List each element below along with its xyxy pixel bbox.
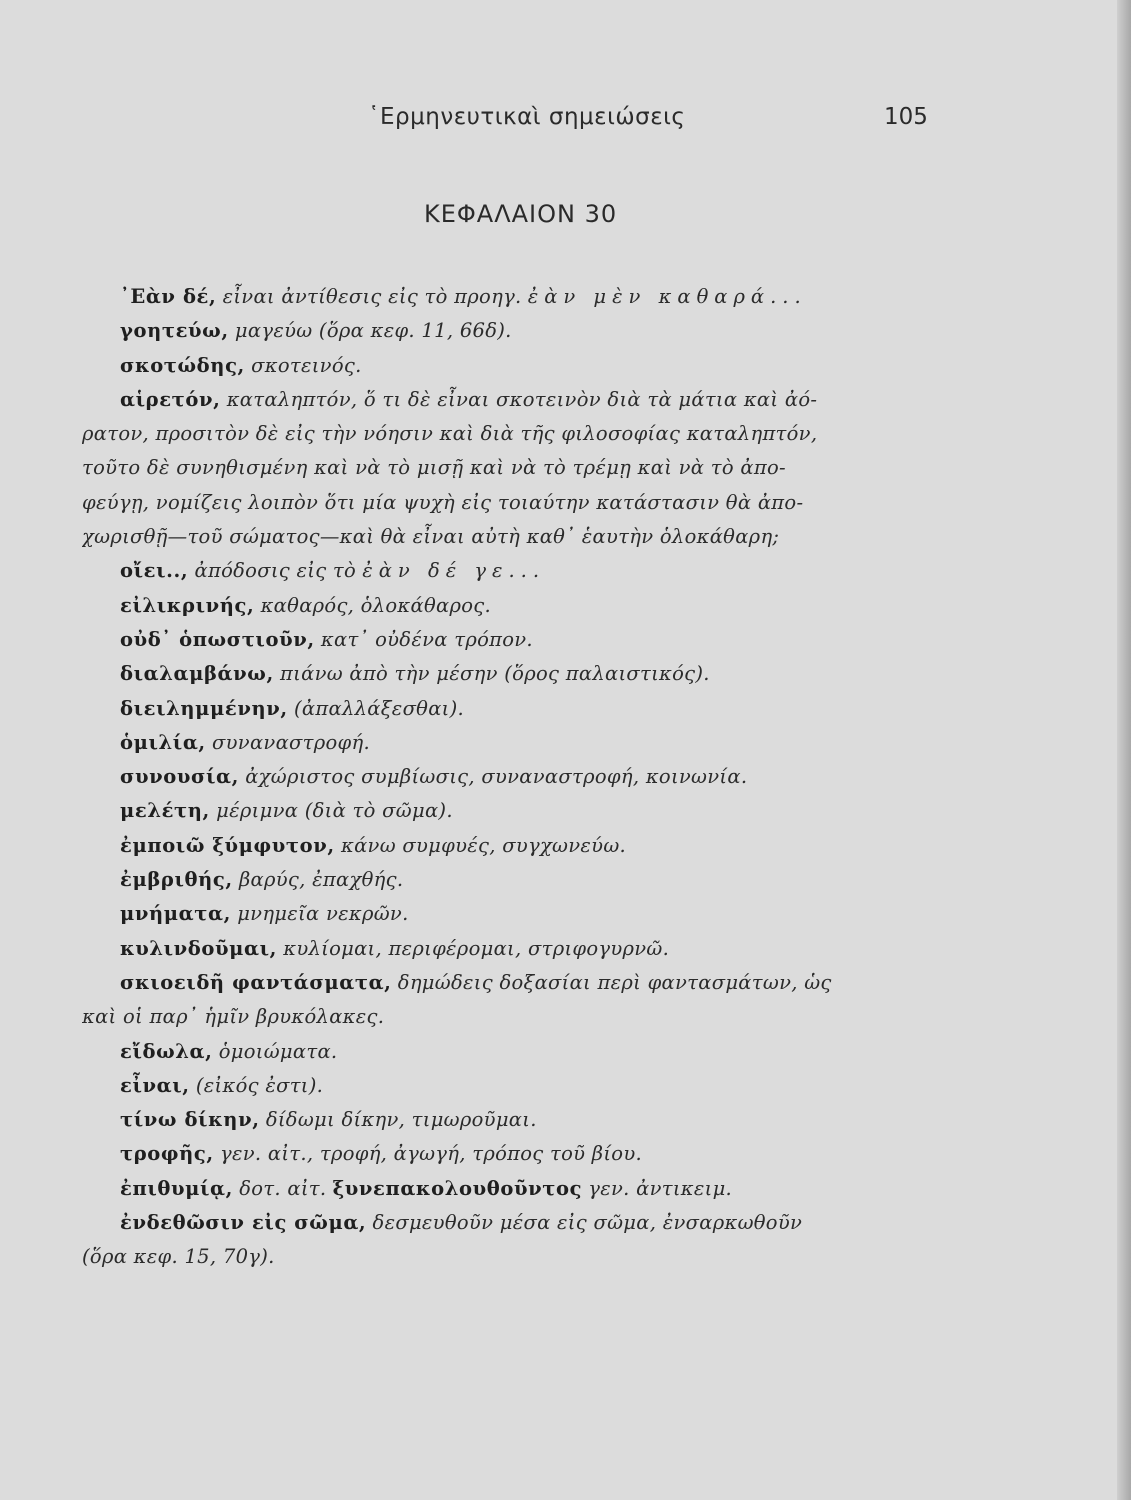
entry-term: οὐδ᾿ ὁπωστιοῦν, xyxy=(120,627,315,651)
entry-continuation xyxy=(82,451,962,485)
glossary-entry xyxy=(82,589,962,623)
entry-term: σκιοειδῆ φαντάσματα, xyxy=(120,970,392,994)
glossary-entry xyxy=(82,1069,962,1103)
glossary-entry xyxy=(82,966,962,1000)
entry-definition: βαρύς, ἐπαχθής. xyxy=(238,868,404,892)
entry-term-secondary: ξυνεπακολουθοῦντος xyxy=(332,1176,583,1200)
glossary-entry xyxy=(82,760,962,794)
glossary-entry xyxy=(82,1172,962,1206)
entry-definition: μέριμνα (διὰ τὸ σῶμα). xyxy=(216,799,453,823)
entry-term: ἐμβριθής, xyxy=(120,868,233,892)
glossary-entry xyxy=(82,1035,962,1069)
entry-term: ᾿Εὰν δέ, xyxy=(120,285,217,308)
entry-term: γοητεύω, xyxy=(120,319,229,343)
entry-continuation xyxy=(82,520,962,554)
entry-definition: γεν. αἰτ., τροφή, ἀγωγή, τρόπος τοῦ βίου. xyxy=(219,1142,642,1166)
entry-definition: δοτ. αἰτ. xyxy=(239,1176,327,1200)
entry-term: κυλινδοῦμαι, xyxy=(120,936,278,960)
entry-term: συνουσία, xyxy=(120,765,239,789)
entry-term: τροφῆς, xyxy=(120,1142,214,1166)
entry-definition: φεύγῃ, νομίζεις λοιπὸν ὅτι μία ψυχὴ εἰς τοιαύτην κατάστασιν θὰ ἀπο- xyxy=(82,490,804,514)
entry-term: αἱρετόν, xyxy=(120,387,221,411)
entry-definition: συναναστροφή. xyxy=(212,730,370,754)
entry-definition: σκοτεινός. xyxy=(251,353,362,377)
entry-definition: ἀχώριστος συμβίωσις, συναναστροφή, κοινωνία. xyxy=(245,765,748,789)
entry-definition: καὶ οἱ παρ᾿ ἡμῖν βρυκόλακες. xyxy=(82,1005,385,1029)
entry-definition: καταληπτόν, ὅ τι δὲ εἶναι σκοτεινὸν διὰ τὰ μάτια καὶ ἀό- xyxy=(226,387,818,411)
entry-definition: μνημεῖα νεκρῶν. xyxy=(237,902,409,926)
entry-definition: τοῦτο δὲ συνηθισμένη καὶ νὰ τὸ μισῇ καὶ νὰ τὸ τρέμῃ καὶ νὰ τὸ ἀπο- xyxy=(82,456,786,480)
entry-continuation xyxy=(82,486,962,520)
page-header xyxy=(0,104,1131,134)
entry-definition: καθαρός, ὁλοκάθαρος. xyxy=(260,593,492,617)
entry-term: διαλαμβάνω, xyxy=(120,662,274,686)
glossary-entry xyxy=(82,897,962,931)
entry-definition: εἶναι ἀντίθεσις εἰς τὸ προηγ. xyxy=(222,285,522,308)
running-head: ῾Ερμηνευτικαὶ σημειώσεις xyxy=(368,104,686,130)
entry-quoted-phrase: ἐὰν μὲν καθαρά... xyxy=(527,285,807,308)
entry-definition: ρατον, προσιτὸν δὲ εἰς τὴν νόησιν καὶ διὰ τῆς φιλοσοφίας καταληπτόν, xyxy=(82,422,818,446)
entry-term: μελέτη, xyxy=(120,799,210,823)
entry-term: ὁμιλία, xyxy=(120,730,206,754)
glossary-entry xyxy=(82,554,962,588)
glossary-entry xyxy=(82,794,962,828)
entry-term: διειλημμένην, xyxy=(120,696,288,720)
entry-definition: πιάνω ἀπὸ τὴν μέσην (ὅρος παλαιστικός). xyxy=(280,662,710,686)
entry-definition: δημώδεις δοξασίαι περὶ φαντασμάτων, ὡς xyxy=(397,970,832,994)
entry-term: εἴδωλα, xyxy=(120,1039,213,1063)
entry-definition: δίδωμι δίκην, τιμωροῦμαι. xyxy=(265,1108,537,1132)
entry-term: ἐμποιῶ ξύμφυτον, xyxy=(120,833,335,857)
entry-continuation xyxy=(82,1000,962,1034)
glossary-entry xyxy=(82,726,962,760)
glossary-entry xyxy=(82,1206,962,1240)
entry-definition: (ἀπαλλάξεσθαι). xyxy=(294,696,465,720)
entry-term: ἐπιθυμίᾳ, xyxy=(120,1176,234,1200)
entry-term: οἴει.., xyxy=(120,559,189,583)
entry-definition: (εἰκός ἐστι). xyxy=(195,1073,324,1097)
glossary-entry xyxy=(82,829,962,863)
entry-term: εἰλικρινής, xyxy=(120,593,255,617)
entry-term: σκοτώδης, xyxy=(120,353,245,377)
entry-definition: ἀπόδοσις εἰς τὸ xyxy=(194,559,357,583)
entry-term: τίνω δίκην, xyxy=(120,1108,260,1132)
glossary-entry xyxy=(82,692,962,726)
entry-definition: ὁμοιώματα. xyxy=(218,1039,338,1063)
page-edge xyxy=(1117,0,1131,1500)
chapter-title: ΚΕΦΑΛΑΙΟΝ 30 xyxy=(424,200,618,228)
glossary-entry xyxy=(82,863,962,897)
entry-term: εἶναι, xyxy=(120,1073,190,1097)
entry-term: ἐνδεθῶσιν εἰς σῶμα, xyxy=(120,1211,367,1235)
entry-definition: κάνω συμφυές, συγχωνεύω. xyxy=(340,833,627,857)
entry-continuation xyxy=(82,417,962,451)
glossary-entry xyxy=(82,932,962,966)
glossary-entry xyxy=(82,314,962,348)
glossary-entries xyxy=(82,280,962,1275)
glossary-entry xyxy=(82,623,962,657)
entry-definition: κατ᾿ οὐδένα τρόπον. xyxy=(320,627,533,651)
entry-continuation xyxy=(82,1240,962,1274)
entry-definition: κυλίομαι, περιφέρομαι, στριφογυρνῶ. xyxy=(283,936,670,960)
glossary-entry xyxy=(82,657,962,691)
glossary-entry xyxy=(82,383,962,417)
glossary-entry xyxy=(82,1137,962,1171)
entry-definition: δεσμευθοῦν μέσα εἰς σῶμα, ἐνσαρκωθοῦν xyxy=(372,1211,803,1235)
entry-definition: (ὅρα κεφ. 15, 70γ). xyxy=(82,1245,275,1269)
entry-term: μνήματα, xyxy=(120,902,231,926)
glossary-entry xyxy=(82,1103,962,1137)
entry-definition-secondary: γεν. ἀντικειμ. xyxy=(588,1176,733,1200)
glossary-entry xyxy=(82,349,962,383)
entry-definition: μαγεύω (ὅρα κεφ. 11, 66δ). xyxy=(234,319,512,343)
glossary-entry xyxy=(82,280,962,314)
page-number: 105 xyxy=(884,104,928,130)
entry-definition: χωρισθῇ—τοῦ σώματος—καὶ θὰ εἶναι αὐτὴ καθ᾿ ἑαυτὴν ὁλοκάθαρη; xyxy=(82,525,780,549)
entry-quoted-phrase: ἐὰν δέ γε... xyxy=(362,559,546,583)
